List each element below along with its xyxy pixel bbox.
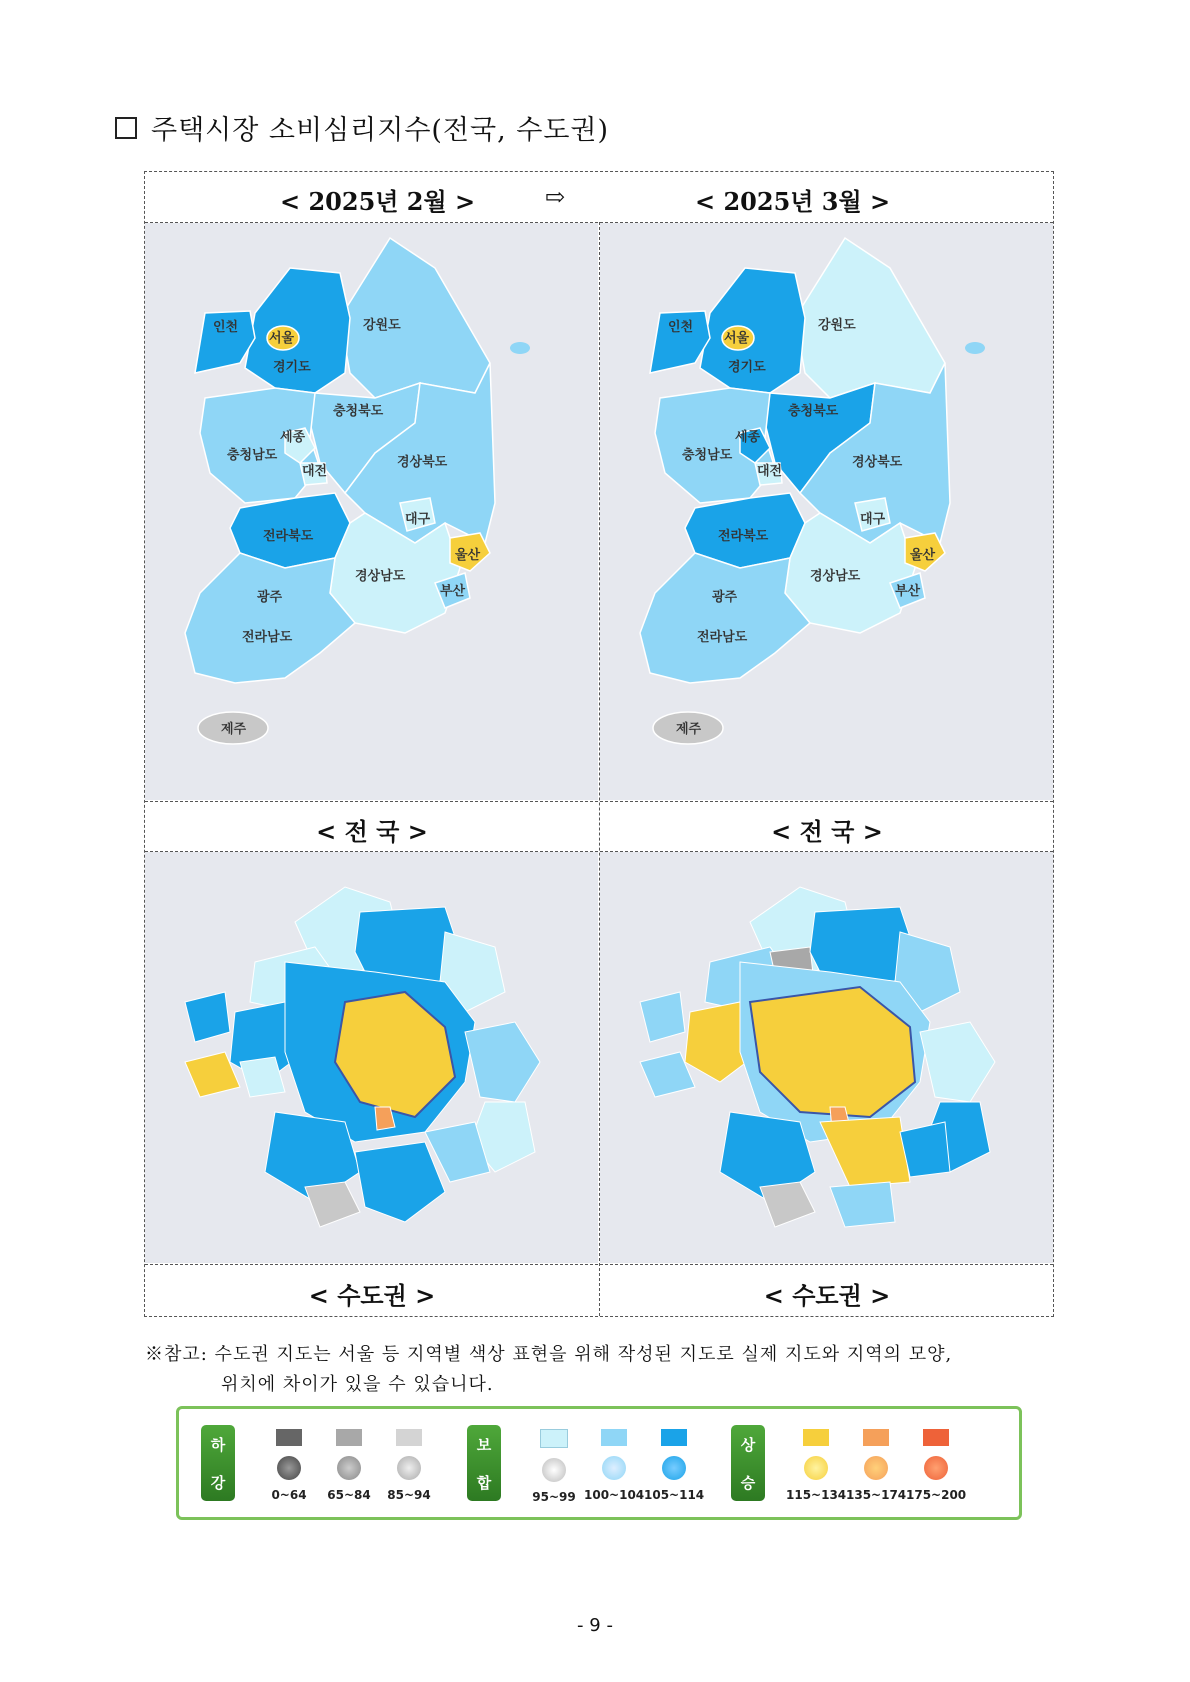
blue-sun-icon <box>662 1456 686 1480</box>
legend-item: 65~84 <box>319 1421 379 1511</box>
page-title <box>115 108 609 147</box>
checkbox-square-icon <box>115 117 137 139</box>
label-gyeonggi: 경기도 <box>273 360 311 375</box>
label-jeju: 제주 <box>221 722 247 737</box>
caption-capital-feb: < 수도권 > <box>308 1281 436 1310</box>
light-rain-icon <box>397 1456 421 1480</box>
label-chungbuk: 충청북도 <box>333 404 384 419</box>
label-gyeongnam: 경상남도 <box>355 569 406 584</box>
hot-sun-icon <box>924 1456 948 1480</box>
label-seoul: 서울 <box>724 331 750 346</box>
label-jeonnam: 전라남도 <box>697 630 748 645</box>
table-header <box>145 172 1053 223</box>
page-number: - 9 - <box>577 1615 613 1636</box>
label-incheon: 인천 <box>668 320 694 335</box>
label-ulsan: 울산 <box>910 548 936 563</box>
national-map-feb <box>145 223 598 800</box>
label-busan: 부산 <box>895 584 921 599</box>
label-sejong: 세종 <box>735 430 761 445</box>
label-jeonnam: 전라남도 <box>242 630 293 645</box>
label-daegu: 대구 <box>860 512 886 527</box>
rain-cloud-icon <box>337 1456 361 1480</box>
label-daegu: 대구 <box>405 512 431 527</box>
label-chungnam: 충청남도 <box>682 448 733 463</box>
arrow-right-icon: ⇨ <box>545 182 566 211</box>
label-gyeonggi: 경기도 <box>728 360 766 375</box>
legend-item: 85~94 <box>379 1421 439 1511</box>
capital-map-mar <box>600 852 1053 1263</box>
label-gwangju: 광주 <box>712 590 738 605</box>
sun-icon <box>804 1456 828 1480</box>
cloud-icon <box>542 1458 566 1482</box>
label-ulsan: 울산 <box>455 548 481 563</box>
footnote-line2: 위치에 차이가 있을 수 있습니다. <box>221 1374 494 1395</box>
label-jeonbuk: 전라북도 <box>263 529 314 544</box>
caption-national-feb: < 전 국 > <box>316 817 428 846</box>
label-daejeon: 대전 <box>757 464 783 479</box>
legend-item: 95~99 <box>524 1421 584 1511</box>
header-feb: < 2025년 2월 > <box>280 187 476 216</box>
legend-item: 105~114 <box>644 1421 704 1511</box>
label-chungnam: 충청남도 <box>227 448 278 463</box>
national-map-mar <box>600 223 1053 800</box>
legend-item: 115~134 <box>786 1421 846 1511</box>
label-seoul: 서울 <box>269 331 295 346</box>
label-gyeongnam: 경상남도 <box>810 569 861 584</box>
storm-cloud-icon <box>277 1456 301 1480</box>
label-busan: 부산 <box>440 584 466 599</box>
footnote <box>145 1340 1060 1400</box>
label-chungbuk: 충청북도 <box>788 404 839 419</box>
legend-item: 100~104 <box>584 1421 644 1511</box>
caption-capital-mar: < 수도권 > <box>763 1281 891 1310</box>
header-mar: < 2025년 3월 > <box>695 187 891 216</box>
legend-item: 135~174 <box>846 1421 906 1511</box>
label-incheon: 인천 <box>213 320 239 335</box>
label-gangwon: 강원도 <box>363 318 401 333</box>
label-gyeongbuk: 경상북도 <box>397 455 448 470</box>
label-jeju: 제주 <box>676 722 702 737</box>
legend-item: 0~64 <box>259 1421 319 1511</box>
orange-sun-icon <box>864 1456 888 1480</box>
legend-tag-fall: 하 강 <box>201 1425 235 1501</box>
label-gyeongbuk: 경상북도 <box>852 455 903 470</box>
caption-national-mar: < 전 국 > <box>771 817 883 846</box>
legend-item: 175~200 <box>906 1421 966 1511</box>
page-title-text: 주택시장 소비심리지수(전국, 수도권) <box>151 115 610 146</box>
partly-sunny-icon <box>602 1456 626 1480</box>
label-gangwon: 강원도 <box>818 318 856 333</box>
legend-tag-flat: 보 합 <box>467 1425 501 1501</box>
label-sejong: 세종 <box>280 430 306 445</box>
legend <box>176 1406 1022 1520</box>
map-comparison-table <box>144 171 1054 1317</box>
label-daejeon: 대전 <box>302 464 328 479</box>
label-gwangju: 광주 <box>257 590 283 605</box>
footnote-line1: ※참고: 수도권 지도는 서울 등 지역별 색상 표현을 위해 작성된 지도로 실제 지도와 지역의 모양, <box>145 1344 953 1365</box>
legend-tag-rise: 상 승 <box>731 1425 765 1501</box>
capital-map-feb <box>145 852 598 1263</box>
label-jeonbuk: 전라북도 <box>718 529 769 544</box>
